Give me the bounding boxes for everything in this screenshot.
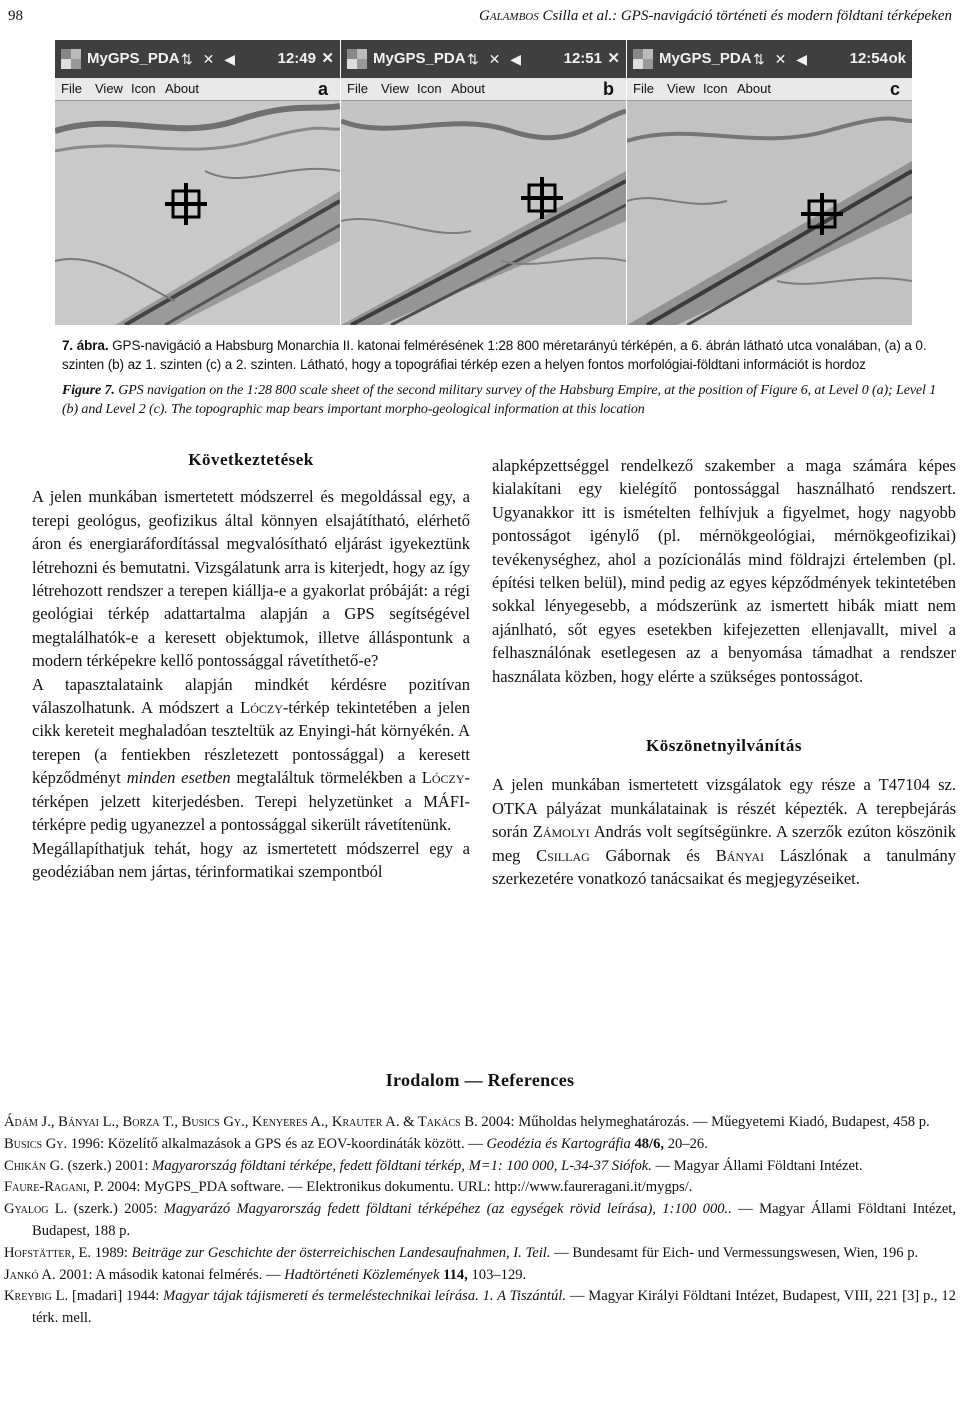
ref-publisher: — Magyar Állami Földtani Intézet. (651, 1157, 863, 1174)
person-name: Bányai (715, 845, 765, 865)
paragraph (492, 773, 956, 890)
author-name: Lóczy (240, 698, 283, 718)
pda-menubar (55, 78, 340, 101)
menu-view[interactable]: View (95, 81, 123, 96)
historic-map-image (55, 101, 340, 325)
ok-button[interactable]: ok (888, 50, 906, 67)
ref-authors: Chikán G. (4, 1157, 64, 1174)
text-run: András volt segítségünkre. A szerzők ezúton köszönik meg (492, 822, 956, 865)
pda-taskbar (341, 40, 626, 78)
clock: 12:51 (563, 50, 602, 67)
caption-text: GPS navigation on the 1:28 800 scale sheet of the second military survey of the Habsburg Empire, at the position of Figure 6, at Level 0 (a); Level 1 (b) and Level 2 (c). The topographic map bears important morpho-geological information at this location (62, 383, 937, 417)
running-title (479, 6, 952, 26)
map-view[interactable] (341, 101, 626, 325)
caption-label: Figure 7. (62, 383, 115, 398)
ref-text: (szerk.) 2001: (63, 1157, 153, 1174)
ref-text: 2004: MyGPS_PDA software. — Elektronikus dokumentu. URL: http://www.faureragani.it/mygps/. (103, 1179, 693, 1196)
ref-publisher: — Magyar Királyi Földtani Intézet, Budapest, VIII, 221 [3] p., 12 térk. mell. (32, 1288, 956, 1327)
close-icon[interactable]: ✕ (607, 50, 620, 67)
reference-item (4, 1134, 956, 1156)
running-title-text: Csilla et al.: GPS-navigáció történeti és modern földtani térképeken (542, 8, 952, 24)
clock: 12:54 (849, 50, 888, 67)
reference-item (4, 1286, 956, 1330)
pda-taskbar (55, 40, 340, 78)
reference-item (4, 1199, 956, 1243)
reference-item (4, 1243, 956, 1265)
page-number: 98 (8, 8, 23, 24)
menu-about[interactable]: About (451, 81, 485, 96)
menu-file[interactable]: File (347, 81, 368, 96)
map-view[interactable] (627, 101, 912, 325)
paragraph: A jelen munkában ismertetett módszerrel és megoldással egy, a terepi geológus, geofizikus által könnyen elsajátítható, elérhető áron és energiaráfordítással megvalósítható eljárást igyekeztünk létrehozni és bemutatni. Vizsgálatunk arra is kiterjedt, hogy az így létrehozott rendszer a terepen kiállja-e a gyakorlat próbáját: a régi geológiai térkép adattartalma alapján a GPS segítségével megtalálhatók-e a keresett objektumok, illetve álláspontunk a modern térképekre kellő pontossággal rávetíthető-e? (32, 487, 470, 671)
text-run: A jelen munkában ismertetett vizsgálatok egy része a T47104 sz. OTKA pályázat munkálatainak is részét képezték. A terepbejárás során (492, 775, 956, 842)
panel-letter: c (889, 79, 900, 99)
reference-item (4, 1156, 956, 1178)
reference-item (4, 1112, 956, 1134)
screenshot-panel-b (341, 40, 626, 325)
ref-title: Magyarország földtani térképe, fedett földtani térkép, M=1: 100 000, L-34-37 Siófok. (152, 1157, 652, 1174)
running-header (8, 6, 952, 26)
right-column (492, 454, 956, 891)
reference-item (4, 1265, 956, 1287)
ref-authors: Faure-Ragani, P. (4, 1179, 104, 1196)
ref-volume: 114, (439, 1266, 468, 1283)
person-name: Zámolyi (532, 822, 590, 842)
app-title: MyGPS_PDA (87, 50, 180, 67)
ref-publisher: — Bundesamt für Eich- und Vermessungswesen, Wien, 196 p. (550, 1244, 919, 1261)
clock: 12:49 (277, 50, 316, 67)
menu-file[interactable]: File (61, 81, 82, 96)
historic-map-image (341, 101, 626, 325)
reference-item (4, 1177, 956, 1199)
ref-journal: Hadtörténeti Közlemények (284, 1266, 440, 1283)
text-run: A tapasztalataink alapján mindkét kérdésre pozitívan válaszolhatunk. A módszert a (32, 674, 470, 718)
ref-text: 1989: (91, 1244, 132, 1261)
ref-journal: Geodézia és Kartográfia (486, 1135, 631, 1152)
text-run: Lászlónak a tanulmány szerkezetére vonatkozó tanácsaikat és megjegyzéseiket. (492, 845, 956, 889)
ref-authors: Gyalog L. (4, 1201, 68, 1218)
caption-label: 7. ábra. (62, 338, 109, 353)
references-title: Irodalom — References (385, 1070, 575, 1090)
paragraph: alapképzettséggel rendelkező szakember a maga számára képes kialakítani egy kielégítő pontossággal használható rendszert. Ugyanakkor itt is ismételten felhívjuk a figyelmet, hogy nagyobb pontosságot igénylő (pl. mérnökgeológiai, mérnökgeofizikai) tevékenységhez, ahol a pozícionálás mind földrajzi értelemben (pl. építési telken belül), mind pedig az egyes képződmények tekintetében sokkal lényegesebb, a módszerünk az ismertett hibák miatt nem ajánlható, sőt egyes esetekben kifejezetten ellenjavallt, mivel a felhasználónak esetlegesen az a benyomása támadhat a rendszer használata közben, hogy elérte a szükséges pontosságot. (492, 456, 956, 686)
historic-map-image (627, 101, 912, 325)
section-title-conclusions: Következtetések (188, 450, 314, 469)
menu-file[interactable]: File (633, 81, 654, 96)
text-run: Gábornak és (589, 845, 716, 865)
app-title: MyGPS_PDA (659, 50, 752, 67)
pda-taskbar (627, 40, 912, 78)
running-author: Galambos (479, 8, 539, 24)
paragraph: Megállapíthatjuk tehát, hogy az ismertetett módszerrel egy a geodéziában nem jártas, térinformatikai szempontból (32, 838, 470, 881)
figure-caption-english (62, 381, 952, 419)
menu-view[interactable]: View (667, 81, 695, 96)
figure-caption-hungarian (62, 336, 952, 374)
pda-menubar (341, 78, 626, 101)
pda-menubar (627, 78, 912, 101)
windows-start-icon[interactable] (61, 49, 81, 69)
map-view[interactable] (55, 101, 340, 325)
ref-authors: Ádám J., Bányai L., Borza T., Busics Gy., Kenyeres A., Krauter A. & Takács B. (4, 1114, 478, 1130)
menu-about[interactable]: About (165, 81, 199, 96)
windows-start-icon[interactable] (347, 49, 367, 69)
emphasis: minden esetben (126, 768, 231, 788)
person-name: Csillag (536, 845, 590, 865)
section-title-acknowledgements: Köszönetnyilvánítás (646, 736, 802, 756)
ref-authors: Jankó A. (4, 1266, 56, 1283)
left-column (32, 448, 470, 883)
connectivity-icons[interactable]: ⇅ ✕ ◀ (753, 51, 811, 67)
reference-list (4, 1112, 956, 1330)
ref-authors: Busics Gy. (4, 1135, 68, 1152)
text-run: -térkép tekintetében a jelen cikk kereteit meghaladóan teszteltük az Enyingi-hát környékén. A terepen (a fentiekben részletezett pontossággal) a keresett képződményt (32, 698, 470, 788)
ref-authors: Hofstätter, E. (4, 1244, 92, 1261)
close-icon[interactable]: ✕ (321, 50, 334, 67)
windows-start-icon[interactable] (633, 49, 653, 69)
app-title: MyGPS_PDA (373, 50, 466, 67)
connectivity-icons[interactable]: ⇅ ✕ ◀ (181, 51, 239, 67)
text-run: -térképen jelzett kiterjedésben. Terepi helyzetünket a MÁFI-térképre pedig ugyanezzel a pontossággal sikerült rávetítenünk. (32, 768, 470, 835)
menu-view[interactable]: View (381, 81, 409, 96)
ref-volume: 48/6, (630, 1135, 665, 1152)
ref-pages: 103–129. (467, 1266, 527, 1283)
connectivity-icons[interactable]: ⇅ ✕ ◀ (467, 51, 525, 67)
paragraph (32, 673, 470, 837)
menu-icon[interactable]: Icon (703, 81, 728, 96)
ref-pages: 20–26. (664, 1135, 708, 1152)
menu-icon[interactable]: Icon (417, 81, 442, 96)
text-run: megtaláltuk törmelékben a (230, 768, 422, 788)
ref-title: Magyar tájak tájismereti és termeléstechnikai leírása. 1. A Tiszántúl. (163, 1288, 566, 1305)
figure-7 (55, 40, 955, 325)
ref-text: (szerk.) 2005: (67, 1201, 164, 1218)
ref-publisher: — Magyar Állami Földtani Intézet, Budapest, 188 p. (32, 1201, 956, 1239)
menu-about[interactable]: About (737, 81, 771, 96)
menu-icon[interactable]: Icon (131, 81, 156, 96)
ref-text: 2004: Műholdas helymeghatározás. — Műegyetemi Kiadó, Budapest, 458 p. (477, 1114, 930, 1130)
screenshot-panel-c (627, 40, 912, 325)
author-name: Lóczy (421, 768, 465, 788)
ref-text: [madari] 1944: (68, 1288, 164, 1305)
ref-authors: Kreybig L. (4, 1288, 69, 1305)
panel-letter: b (603, 79, 614, 99)
ref-text: 2001: A második katonai felmérés. — (55, 1266, 285, 1283)
caption-text: GPS-navigáció a Habsburg Monarchia II. katonai felmérésének 1:28 800 méretarányú térképén, a 6. ábrán látható utca vonalában, (a) a 0. szinten (b) az 1. szinten (c) a 2. szinten. Látható, hogy a topográfiai térkép ezen a helyen fontos morfológiai-földtani információt is hordoz (62, 338, 927, 372)
ref-title: Beiträge zur Geschichte der österreichischen Landesaufnahmen, I. Teil. (131, 1244, 551, 1261)
ref-title: Magyarázó Magyarország fedett földtani térképéhez (az egységek rövid leírása), 1:100 000.. (163, 1201, 732, 1218)
panel-letter: a (317, 79, 328, 99)
screenshot-panel-a (55, 40, 340, 325)
ref-text: 1996: Közelítő alkalmazások a GPS és az EOV-koordináták között. — (67, 1135, 487, 1152)
